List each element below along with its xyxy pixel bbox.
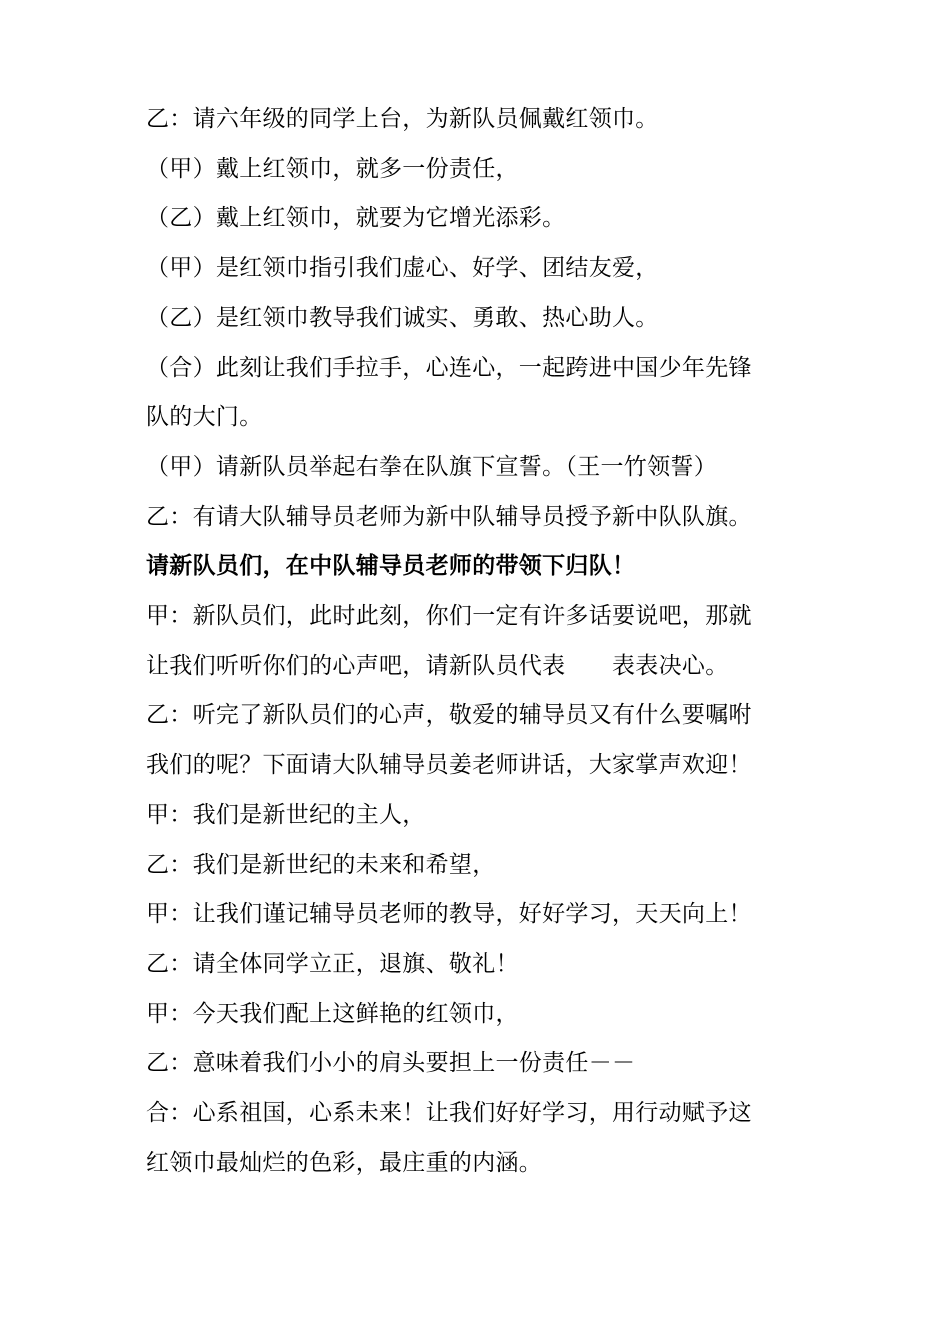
text-line: 甲：让我们谨记辅导员老师的教导，好好学习，天天向上！ — [146, 901, 752, 928]
text-line: 乙：请全体同学立正，退旗、敬礼！ — [146, 950, 519, 977]
text-line: 乙：听完了新队员们的心声，敬爱的辅导员又有什么要嘱咐 — [146, 702, 752, 729]
text-line: 甲：今天我们配上这鲜艳的红领巾， — [146, 1000, 519, 1027]
text-line: 合：心系祖国，心系未来！让我们好好学习，用行动赋予这 — [146, 1100, 752, 1127]
text-line: （甲）请新队员举起右拳在队旗下宣誓。（王一竹领誓） — [146, 453, 717, 480]
bold-instruction-line: 请新队员们，在中队辅导员老师的带领下归队！ — [146, 553, 636, 580]
text-line: 甲：新队员们，此时此刻，你们一定有许多话要说吧，那就 — [146, 603, 752, 630]
text-line: 红领巾最灿烂的色彩，最庄重的内涵。 — [146, 1149, 543, 1176]
script-text-block — [146, 95, 816, 1188]
text-line: 乙：有请大队辅导员老师为新中队辅导员授予新中队队旗。 — [146, 503, 752, 530]
text-line: （甲）戴上红领巾，就多一份责任， — [146, 155, 519, 182]
text-line: 乙：请六年级的同学上台，为新队员佩戴红领巾。 — [146, 106, 659, 132]
text-line: 我们的呢？下面请大队辅导员姜老师讲话，大家掌声欢迎！ — [146, 752, 752, 779]
text-line: 乙：我们是新世纪的未来和希望， — [146, 851, 496, 878]
text-line: 让我们听听你们的心声吧，请新队员代表 表表决心。 — [146, 652, 729, 679]
text-line: （乙）是红领巾教导我们诚实、勇敢、热心助人。 — [146, 304, 659, 331]
text-line: 乙：意味着我们小小的肩头要担上一份责任－－ — [146, 1050, 636, 1077]
text-line: 队的大门。 — [146, 404, 263, 431]
text-line: 甲：我们是新世纪的主人， — [146, 801, 426, 828]
text-line: （乙）戴上红领巾，就要为它增光添彩。 — [146, 205, 566, 232]
text-line: （合）此刻让我们手拉手，心连心，一起跨进中国少年先锋 — [146, 354, 752, 381]
text-line: （甲）是红领巾指引我们虚心、好学、团结友爱， — [146, 255, 659, 282]
